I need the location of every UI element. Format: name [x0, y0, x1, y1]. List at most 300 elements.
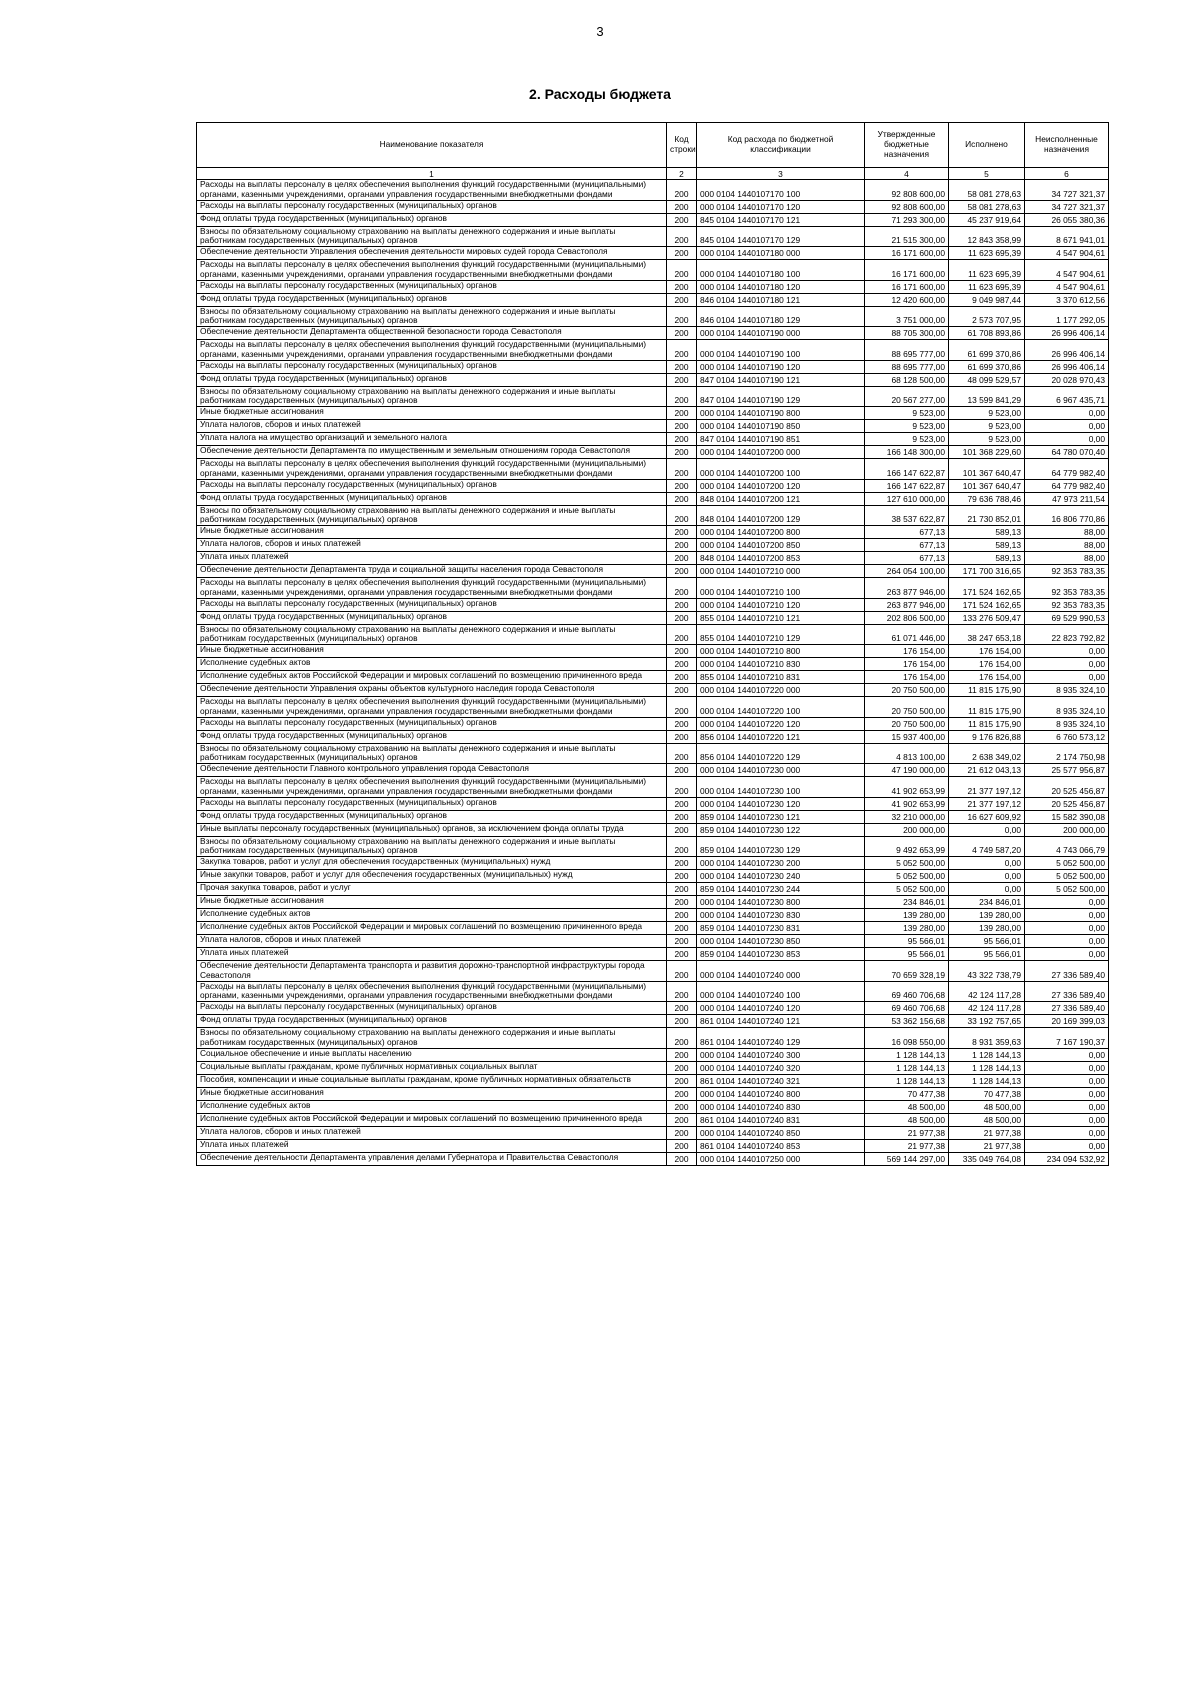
- table-row: [197, 935, 1109, 948]
- expense-name-cell: Взносы по обязательному социальному страхованию на выплаты денежного содержания и иные выплаты работникам государственных (муниципальных) органов: [197, 226, 667, 247]
- table-row: [197, 1100, 1109, 1113]
- expense-name-cell: Расходы на выплаты персоналу государственных (муниципальных) органов: [197, 598, 667, 611]
- expense-name-cell: Исполнение судебных актов: [197, 658, 667, 671]
- column-number-row: [197, 168, 1109, 180]
- line-code-cell: 200: [667, 200, 697, 213]
- classification-code-cell: 861 0104 1440107240 121: [697, 1015, 865, 1028]
- unexecuted-amount-cell: 0,00: [1025, 909, 1109, 922]
- table-row: [197, 479, 1109, 492]
- executed-amount-cell: 101 367 640,47: [949, 459, 1025, 480]
- executed-amount-cell: 0,00: [949, 883, 1025, 896]
- approved-amount-cell: 166 147 622,87: [865, 459, 949, 480]
- approved-amount-cell: 16 171 600,00: [865, 260, 949, 281]
- table-row: [197, 360, 1109, 373]
- approved-amount-cell: 9 523,00: [865, 420, 949, 433]
- classification-code-cell: 000 0104 1440107220 120: [697, 717, 865, 730]
- table-row: [197, 446, 1109, 459]
- approved-amount-cell: 234 846,01: [865, 896, 949, 909]
- approved-amount-cell: 69 460 706,68: [865, 981, 949, 1002]
- expense-name-cell: Расходы на выплаты персоналу в целях обеспечения выполнения функций государственными (муниципальными) органами, казенными учреждениями, органами управления государственными внебюджетными фондами: [197, 180, 667, 201]
- table-row: [197, 180, 1109, 201]
- unexecuted-amount-cell: 4 743 066,79: [1025, 836, 1109, 857]
- line-code-cell: 200: [667, 764, 697, 777]
- approved-amount-cell: 16 098 550,00: [865, 1028, 949, 1049]
- approved-amount-cell: 92 808 600,00: [865, 200, 949, 213]
- unexecuted-amount-cell: 0,00: [1025, 420, 1109, 433]
- expense-name-cell: Обеспечение деятельности Департамента транспорта и развития дорожно-транспортной инфраструктуры города Севастополя: [197, 961, 667, 982]
- line-code-cell: 200: [667, 552, 697, 565]
- unexecuted-amount-cell: 7 167 190,37: [1025, 1028, 1109, 1049]
- approved-amount-cell: 263 877 946,00: [865, 578, 949, 599]
- executed-amount-cell: 1 128 144,13: [949, 1061, 1025, 1074]
- table-row: [197, 1126, 1109, 1139]
- expense-name-cell: Взносы по обязательному социальному страхованию на выплаты денежного содержания и иные выплаты работникам государственных (муниципальных) органов: [197, 836, 667, 857]
- unexecuted-amount-cell: 0,00: [1025, 1074, 1109, 1087]
- expense-name-cell: Иные выплаты персоналу государственных (муниципальных) органов, за исключением фонда оплаты труда: [197, 823, 667, 836]
- classification-code-cell: 000 0104 1440107240 850: [697, 1126, 865, 1139]
- column-number: 1: [197, 168, 667, 180]
- approved-amount-cell: 88 695 777,00: [865, 360, 949, 373]
- executed-amount-cell: 4 749 587,20: [949, 836, 1025, 857]
- classification-code-cell: 000 0104 1440107190 000: [697, 327, 865, 340]
- expense-name-cell: Фонд оплаты труда государственных (муниципальных) органов: [197, 213, 667, 226]
- table-row: [197, 327, 1109, 340]
- executed-amount-cell: 176 154,00: [949, 645, 1025, 658]
- line-code-cell: 200: [667, 479, 697, 492]
- executed-amount-cell: 11 815 175,90: [949, 717, 1025, 730]
- line-code-cell: 200: [667, 565, 697, 578]
- expense-name-cell: Закупка товаров, работ и услуг для обеспечения государственных (муниципальных) нужд: [197, 857, 667, 870]
- unexecuted-amount-cell: 47 973 211,54: [1025, 492, 1109, 505]
- expense-name-cell: Уплата иных платежей: [197, 552, 667, 565]
- unexecuted-amount-cell: 25 577 956,87: [1025, 764, 1109, 777]
- unexecuted-amount-cell: 88,00: [1025, 526, 1109, 539]
- line-code-cell: 200: [667, 671, 697, 684]
- classification-code-cell: 000 0104 1440107240 830: [697, 1100, 865, 1113]
- expense-name-cell: Уплата иных платежей: [197, 948, 667, 961]
- approved-amount-cell: 1 128 144,13: [865, 1048, 949, 1061]
- classification-code-cell: 848 0104 1440107200 121: [697, 492, 865, 505]
- executed-amount-cell: 176 154,00: [949, 671, 1025, 684]
- executed-amount-cell: 16 627 609,92: [949, 810, 1025, 823]
- expense-name-cell: Расходы на выплаты персоналу государственных (муниципальных) органов: [197, 1002, 667, 1015]
- unexecuted-amount-cell: 3 370 612,56: [1025, 293, 1109, 306]
- line-code-cell: 200: [667, 658, 697, 671]
- expense-name-cell: Прочая закупка товаров, работ и услуг: [197, 883, 667, 896]
- line-code-cell: 200: [667, 981, 697, 1002]
- unexecuted-amount-cell: 0,00: [1025, 935, 1109, 948]
- expense-name-cell: Исполнение судебных актов Российской Федерации и мировых соглашений по возмещению причиненного вреда: [197, 671, 667, 684]
- unexecuted-amount-cell: 27 336 589,40: [1025, 961, 1109, 982]
- expense-name-cell: Обеспечение деятельности Главного контрольного управления города Севастополя: [197, 764, 667, 777]
- line-code-cell: 200: [667, 717, 697, 730]
- expense-name-cell: Расходы на выплаты персоналу в целях обеспечения выполнения функций государственными (муниципальными) органами, казенными учреждениями, органами управления государственными внебюджетными фондами: [197, 697, 667, 718]
- line-code-cell: 200: [667, 684, 697, 697]
- line-code-cell: 200: [667, 505, 697, 526]
- table-row: [197, 420, 1109, 433]
- line-code-cell: 200: [667, 730, 697, 743]
- unexecuted-amount-cell: 0,00: [1025, 922, 1109, 935]
- table-row: [197, 981, 1109, 1002]
- classification-code-cell: 847 0104 1440107190 851: [697, 433, 865, 446]
- line-code-cell: 200: [667, 598, 697, 611]
- expense-name-cell: Обеспечение деятельности Управления охраны объектов культурного наследия города Севастополя: [197, 684, 667, 697]
- unexecuted-amount-cell: 1 177 292,05: [1025, 306, 1109, 327]
- approved-amount-cell: 20 750 500,00: [865, 684, 949, 697]
- line-code-cell: 200: [667, 624, 697, 645]
- expense-name-cell: Исполнение судебных актов: [197, 1100, 667, 1113]
- line-code-cell: 200: [667, 293, 697, 306]
- expense-name-cell: Исполнение судебных актов Российской Федерации и мировых соглашений по возмещению причиненного вреда: [197, 1113, 667, 1126]
- unexecuted-amount-cell: 0,00: [1025, 1100, 1109, 1113]
- classification-code-cell: 000 0104 1440107230 000: [697, 764, 865, 777]
- classification-code-cell: 000 0104 1440107230 200: [697, 857, 865, 870]
- expense-name-cell: Иные закупки товаров, работ и услуг для обеспечения государственных (муниципальных) нужд: [197, 870, 667, 883]
- expense-name-cell: Фонд оплаты труда государственных (муниципальных) органов: [197, 373, 667, 386]
- line-code-cell: 200: [667, 1061, 697, 1074]
- column-header-unexecuted: Неисполненные назначения: [1025, 123, 1109, 168]
- line-code-cell: 200: [667, 1139, 697, 1152]
- line-code-cell: 200: [667, 922, 697, 935]
- expense-name-cell: Расходы на выплаты персоналу в целях обеспечения выполнения функций государственными (муниципальными) органами, казенными учреждениями, органами управления государственными внебюджетными фондами: [197, 459, 667, 480]
- line-code-cell: 200: [667, 373, 697, 386]
- line-code-cell: 200: [667, 420, 697, 433]
- approved-amount-cell: 5 052 500,00: [865, 857, 949, 870]
- unexecuted-amount-cell: 64 780 070,40: [1025, 446, 1109, 459]
- executed-amount-cell: 9 049 987,44: [949, 293, 1025, 306]
- table-row: [197, 883, 1109, 896]
- classification-code-cell: 859 0104 1440107230 244: [697, 883, 865, 896]
- line-code-cell: 200: [667, 247, 697, 260]
- line-code-cell: 200: [667, 797, 697, 810]
- line-code-cell: 200: [667, 327, 697, 340]
- expense-name-cell: Обеспечение деятельности Департамента управления делами Губернатора и Правительства Севастополя: [197, 1152, 667, 1165]
- executed-amount-cell: 21 612 043,13: [949, 764, 1025, 777]
- approved-amount-cell: 88 705 300,00: [865, 327, 949, 340]
- unexecuted-amount-cell: 0,00: [1025, 896, 1109, 909]
- column-number: 5: [949, 168, 1025, 180]
- table-row: [197, 213, 1109, 226]
- line-code-cell: 200: [667, 1074, 697, 1087]
- executed-amount-cell: 21 377 197,12: [949, 797, 1025, 810]
- column-number: 4: [865, 168, 949, 180]
- classification-code-cell: 000 0104 1440107220 000: [697, 684, 865, 697]
- executed-amount-cell: 9 523,00: [949, 420, 1025, 433]
- line-code-cell: 200: [667, 526, 697, 539]
- classification-code-cell: 000 0104 1440107190 100: [697, 340, 865, 361]
- classification-code-cell: 847 0104 1440107190 121: [697, 373, 865, 386]
- table-row: [197, 306, 1109, 327]
- unexecuted-amount-cell: 27 336 589,40: [1025, 981, 1109, 1002]
- classification-code-cell: 000 0104 1440107210 000: [697, 565, 865, 578]
- unexecuted-amount-cell: 64 779 982,40: [1025, 459, 1109, 480]
- unexecuted-amount-cell: 88,00: [1025, 539, 1109, 552]
- table-row: [197, 598, 1109, 611]
- classification-code-cell: 848 0104 1440107200 129: [697, 505, 865, 526]
- approved-amount-cell: 677,13: [865, 539, 949, 552]
- classification-code-cell: 855 0104 1440107210 121: [697, 611, 865, 624]
- executed-amount-cell: 48 500,00: [949, 1113, 1025, 1126]
- unexecuted-amount-cell: 234 094 532,92: [1025, 1152, 1109, 1165]
- approved-amount-cell: 202 806 500,00: [865, 611, 949, 624]
- executed-amount-cell: 9 523,00: [949, 407, 1025, 420]
- expense-name-cell: Социальное обеспечение и иные выплаты населению: [197, 1048, 667, 1061]
- executed-amount-cell: 176 154,00: [949, 658, 1025, 671]
- line-code-cell: 200: [667, 823, 697, 836]
- expense-name-cell: Расходы на выплаты персоналу в целях обеспечения выполнения функций государственными (муниципальными) органами, казенными учреждениями, органами управления государственными внебюджетными фондами: [197, 777, 667, 798]
- expense-name-cell: Уплата налогов, сборов и иных платежей: [197, 539, 667, 552]
- table-row: [197, 1002, 1109, 1015]
- classification-code-cell: 000 0104 1440107180 000: [697, 247, 865, 260]
- table-row: [197, 200, 1109, 213]
- table-row: [197, 433, 1109, 446]
- unexecuted-amount-cell: 8 935 324,10: [1025, 684, 1109, 697]
- line-code-cell: 200: [667, 883, 697, 896]
- executed-amount-cell: 101 367 640,47: [949, 479, 1025, 492]
- table-row: [197, 386, 1109, 407]
- line-code-cell: 200: [667, 1100, 697, 1113]
- executed-amount-cell: 0,00: [949, 823, 1025, 836]
- expense-name-cell: Расходы на выплаты персоналу в целях обеспечения выполнения функций государственными (муниципальными) органами, казенными учреждениями, органами управления государственными внебюджетными фондами: [197, 578, 667, 599]
- classification-code-cell: 848 0104 1440107200 853: [697, 552, 865, 565]
- line-code-cell: 200: [667, 743, 697, 764]
- executed-amount-cell: 171 524 162,65: [949, 578, 1025, 599]
- executed-amount-cell: 48 099 529,57: [949, 373, 1025, 386]
- approved-amount-cell: 70 477,38: [865, 1087, 949, 1100]
- unexecuted-amount-cell: 0,00: [1025, 433, 1109, 446]
- classification-code-cell: 000 0104 1440107230 240: [697, 870, 865, 883]
- approved-amount-cell: 21 977,38: [865, 1139, 949, 1152]
- executed-amount-cell: 1 128 144,13: [949, 1074, 1025, 1087]
- classification-code-cell: 861 0104 1440107240 321: [697, 1074, 865, 1087]
- approved-amount-cell: 139 280,00: [865, 909, 949, 922]
- classification-code-cell: 861 0104 1440107240 853: [697, 1139, 865, 1152]
- executed-amount-cell: 171 524 162,65: [949, 598, 1025, 611]
- unexecuted-amount-cell: 0,00: [1025, 1087, 1109, 1100]
- table-row: [197, 697, 1109, 718]
- approved-amount-cell: 20 567 277,00: [865, 386, 949, 407]
- classification-code-cell: 846 0104 1440107180 121: [697, 293, 865, 306]
- executed-amount-cell: 0,00: [949, 857, 1025, 870]
- line-code-cell: 200: [667, 340, 697, 361]
- table-row: [197, 611, 1109, 624]
- approved-amount-cell: 21 515 300,00: [865, 226, 949, 247]
- classification-code-cell: 861 0104 1440107240 831: [697, 1113, 865, 1126]
- classification-code-cell: 856 0104 1440107220 121: [697, 730, 865, 743]
- expense-name-cell: Иные бюджетные ассигнования: [197, 526, 667, 539]
- expense-name-cell: Расходы на выплаты персоналу в целях обеспечения выполнения функций государственными (муниципальными) органами, казенными учреждениями, органами управления государственными внебюджетными фондами: [197, 260, 667, 281]
- executed-amount-cell: 61 708 893,86: [949, 327, 1025, 340]
- approved-amount-cell: 53 362 156,68: [865, 1015, 949, 1028]
- line-code-cell: 200: [667, 896, 697, 909]
- classification-code-cell: 000 0104 1440107230 830: [697, 909, 865, 922]
- executed-amount-cell: 12 843 358,99: [949, 226, 1025, 247]
- approved-amount-cell: 15 937 400,00: [865, 730, 949, 743]
- classification-code-cell: 000 0104 1440107250 000: [697, 1152, 865, 1165]
- approved-amount-cell: 48 500,00: [865, 1113, 949, 1126]
- unexecuted-amount-cell: 0,00: [1025, 948, 1109, 961]
- executed-amount-cell: 1 128 144,13: [949, 1048, 1025, 1061]
- approved-amount-cell: 32 210 000,00: [865, 810, 949, 823]
- executed-amount-cell: 139 280,00: [949, 922, 1025, 935]
- executed-amount-cell: 38 247 653,18: [949, 624, 1025, 645]
- line-code-cell: 200: [667, 697, 697, 718]
- expense-name-cell: Фонд оплаты труда государственных (муниципальных) органов: [197, 293, 667, 306]
- unexecuted-amount-cell: 8 935 324,10: [1025, 717, 1109, 730]
- approved-amount-cell: 677,13: [865, 552, 949, 565]
- table-row: [197, 896, 1109, 909]
- table-row: [197, 373, 1109, 386]
- unexecuted-amount-cell: 26 996 406,14: [1025, 340, 1109, 361]
- table-row: [197, 961, 1109, 982]
- table-row: [197, 1113, 1109, 1126]
- expense-name-cell: Фонд оплаты труда государственных (муниципальных) органов: [197, 730, 667, 743]
- approved-amount-cell: 5 052 500,00: [865, 870, 949, 883]
- unexecuted-amount-cell: 0,00: [1025, 1061, 1109, 1074]
- line-code-cell: 200: [667, 1126, 697, 1139]
- classification-code-cell: 000 0104 1440107230 800: [697, 896, 865, 909]
- executed-amount-cell: 9 176 826,88: [949, 730, 1025, 743]
- line-code-cell: 200: [667, 407, 697, 420]
- column-header-executed: Исполнено: [949, 123, 1025, 168]
- unexecuted-amount-cell: 5 052 500,00: [1025, 870, 1109, 883]
- approved-amount-cell: 12 420 600,00: [865, 293, 949, 306]
- classification-code-cell: 000 0104 1440107170 120: [697, 200, 865, 213]
- column-number: 2: [667, 168, 697, 180]
- executed-amount-cell: 11 623 695,39: [949, 260, 1025, 281]
- approved-amount-cell: 264 054 100,00: [865, 565, 949, 578]
- executed-amount-cell: 95 566,01: [949, 948, 1025, 961]
- executed-amount-cell: 0,00: [949, 870, 1025, 883]
- table-row: [197, 743, 1109, 764]
- executed-amount-cell: 33 192 757,65: [949, 1015, 1025, 1028]
- unexecuted-amount-cell: 92 353 783,35: [1025, 565, 1109, 578]
- line-code-cell: 200: [667, 539, 697, 552]
- line-code-cell: 200: [667, 1015, 697, 1028]
- approved-amount-cell: 200 000,00: [865, 823, 949, 836]
- unexecuted-amount-cell: 20 028 970,43: [1025, 373, 1109, 386]
- classification-code-cell: 856 0104 1440107220 129: [697, 743, 865, 764]
- table-row: [197, 492, 1109, 505]
- expense-name-cell: Иные бюджетные ассигнования: [197, 1087, 667, 1100]
- executed-amount-cell: 13 599 841,29: [949, 386, 1025, 407]
- table-row: [197, 407, 1109, 420]
- executed-amount-cell: 58 081 278,63: [949, 200, 1025, 213]
- approved-amount-cell: 69 460 706,68: [865, 1002, 949, 1015]
- executed-amount-cell: 61 699 370,86: [949, 360, 1025, 373]
- classification-code-cell: 000 0104 1440107200 120: [697, 479, 865, 492]
- executed-amount-cell: 133 276 509,47: [949, 611, 1025, 624]
- classification-code-cell: 000 0104 1440107180 120: [697, 280, 865, 293]
- table-row: [197, 565, 1109, 578]
- unexecuted-amount-cell: 0,00: [1025, 671, 1109, 684]
- expense-name-cell: Расходы на выплаты персоналу государственных (муниципальных) органов: [197, 200, 667, 213]
- table-row: [197, 1061, 1109, 1074]
- approved-amount-cell: 61 071 446,00: [865, 624, 949, 645]
- approved-amount-cell: 176 154,00: [865, 671, 949, 684]
- line-code-cell: 200: [667, 1152, 697, 1165]
- classification-code-cell: 000 0104 1440107240 100: [697, 981, 865, 1002]
- approved-amount-cell: 1 128 144,13: [865, 1074, 949, 1087]
- line-code-cell: 200: [667, 1002, 697, 1015]
- unexecuted-amount-cell: 0,00: [1025, 1139, 1109, 1152]
- classification-code-cell: 000 0104 1440107230 850: [697, 935, 865, 948]
- line-code-cell: 200: [667, 935, 697, 948]
- document-title: 2. Расходы бюджета: [529, 86, 671, 102]
- line-code-cell: 200: [667, 360, 697, 373]
- approved-amount-cell: 263 877 946,00: [865, 598, 949, 611]
- approved-amount-cell: 3 751 000,00: [865, 306, 949, 327]
- table-row: [197, 539, 1109, 552]
- unexecuted-amount-cell: 8 935 324,10: [1025, 697, 1109, 718]
- line-code-cell: 200: [667, 180, 697, 201]
- table-row: [197, 823, 1109, 836]
- unexecuted-amount-cell: 20 525 456,87: [1025, 797, 1109, 810]
- expense-name-cell: Иные бюджетные ассигнования: [197, 407, 667, 420]
- column-number: 3: [697, 168, 865, 180]
- unexecuted-amount-cell: 22 823 792,82: [1025, 624, 1109, 645]
- table-row: [197, 797, 1109, 810]
- expense-name-cell: Фонд оплаты труда государственных (муниципальных) органов: [197, 492, 667, 505]
- line-code-cell: 200: [667, 226, 697, 247]
- classification-code-cell: 000 0104 1440107190 800: [697, 407, 865, 420]
- approved-amount-cell: 139 280,00: [865, 922, 949, 935]
- unexecuted-amount-cell: 92 353 783,35: [1025, 598, 1109, 611]
- table-body: [197, 180, 1109, 1166]
- expense-name-cell: Фонд оплаты труда государственных (муниципальных) органов: [197, 611, 667, 624]
- unexecuted-amount-cell: 34 727 321,37: [1025, 180, 1109, 201]
- expense-name-cell: Расходы на выплаты персоналу государственных (муниципальных) органов: [197, 717, 667, 730]
- table-row: [197, 260, 1109, 281]
- unexecuted-amount-cell: 26 996 406,14: [1025, 327, 1109, 340]
- expense-name-cell: Взносы по обязательному социальному страхованию на выплаты денежного содержания и иные выплаты работникам государственных (муниципальных) органов: [197, 624, 667, 645]
- unexecuted-amount-cell: 5 052 500,00: [1025, 857, 1109, 870]
- table-row: [197, 552, 1109, 565]
- line-code-cell: 200: [667, 870, 697, 883]
- executed-amount-cell: 11 815 175,90: [949, 697, 1025, 718]
- approved-amount-cell: 4 813 100,00: [865, 743, 949, 764]
- expense-name-cell: Расходы на выплаты персоналу государственных (муниципальных) органов: [197, 360, 667, 373]
- executed-amount-cell: 42 124 117,28: [949, 1002, 1025, 1015]
- unexecuted-amount-cell: 2 174 750,98: [1025, 743, 1109, 764]
- line-code-cell: 200: [667, 492, 697, 505]
- unexecuted-amount-cell: 4 547 904,61: [1025, 247, 1109, 260]
- column-number: 6: [1025, 168, 1109, 180]
- table-row: [197, 280, 1109, 293]
- classification-code-cell: 000 0104 1440107210 100: [697, 578, 865, 599]
- approved-amount-cell: 16 171 600,00: [865, 280, 949, 293]
- line-code-cell: 200: [667, 645, 697, 658]
- executed-amount-cell: 43 322 738,79: [949, 961, 1025, 982]
- line-code-cell: 200: [667, 260, 697, 281]
- executed-amount-cell: 589,13: [949, 552, 1025, 565]
- table-row: [197, 717, 1109, 730]
- approved-amount-cell: 5 052 500,00: [865, 883, 949, 896]
- line-code-cell: 200: [667, 948, 697, 961]
- expense-name-cell: Взносы по обязательному социальному страхованию на выплаты денежного содержания и иные выплаты работникам государственных (муниципальных) органов: [197, 306, 667, 327]
- table-row: [197, 870, 1109, 883]
- unexecuted-amount-cell: 69 529 990,53: [1025, 611, 1109, 624]
- executed-amount-cell: 589,13: [949, 526, 1025, 539]
- executed-amount-cell: 589,13: [949, 539, 1025, 552]
- line-code-cell: 200: [667, 857, 697, 870]
- approved-amount-cell: 95 566,01: [865, 935, 949, 948]
- unexecuted-amount-cell: 200 000,00: [1025, 823, 1109, 836]
- column-header-name: Наименование показателя: [197, 123, 667, 168]
- expense-name-cell: Обеспечение деятельности Управления обеспечения деятельности мировых судей города Севастополя: [197, 247, 667, 260]
- table-row: [197, 836, 1109, 857]
- approved-amount-cell: 95 566,01: [865, 948, 949, 961]
